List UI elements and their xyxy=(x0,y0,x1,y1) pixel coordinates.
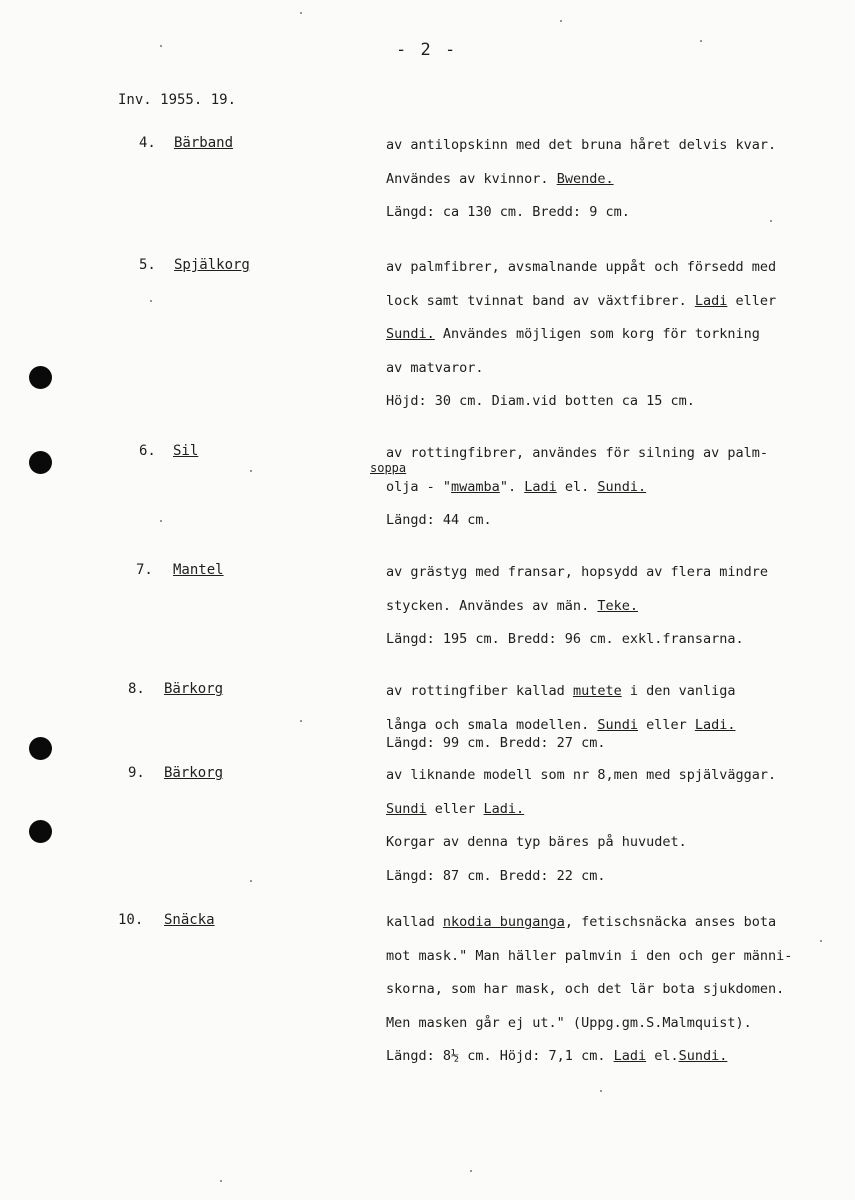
entry-description xyxy=(386,562,846,663)
entry-name: Bärband xyxy=(174,135,234,151)
text-segment: i den vanliga xyxy=(621,683,736,699)
scan-speck xyxy=(160,45,162,47)
entry-description xyxy=(386,681,846,766)
scan-speck xyxy=(250,470,252,472)
text-segment: , fetischsnäcka anses bota xyxy=(564,914,777,930)
text-segment: Men masken går ej ut." (Uppg.gm.S.Malmquist). xyxy=(386,1014,752,1031)
underlined-term: mwamba xyxy=(451,478,500,495)
description-line xyxy=(386,866,846,900)
underlined-term: Bwende. xyxy=(556,170,614,187)
scan-speck xyxy=(220,1180,222,1182)
description-line xyxy=(386,169,846,203)
entry-description xyxy=(386,765,846,899)
underlined-term: Teke. xyxy=(597,597,638,614)
entry-name: Bärkorg xyxy=(164,765,224,781)
underlined-term: mutete xyxy=(572,683,622,699)
text-segment: kallad xyxy=(386,914,443,930)
underlined-term: Ladi. xyxy=(483,800,525,817)
text-segment: ". xyxy=(499,478,525,495)
text-segment: av liknande modell som nr 8,men med spjälväggar. xyxy=(386,767,777,783)
text-segment: av rottingfibrer, användes för silning av palm- xyxy=(386,445,769,461)
scan-speck xyxy=(300,720,302,722)
description-line xyxy=(386,562,846,596)
inventory-reference: Inv. 1955. 19. xyxy=(118,92,237,108)
text-segment: eller xyxy=(637,716,695,733)
underlined-term: Sundi. xyxy=(678,1048,728,1064)
text-segment: av grästyg med fransar, hopsydd av flera mindre xyxy=(386,564,769,580)
text-segment: eller xyxy=(426,800,484,817)
description-line xyxy=(386,477,846,511)
entry-name: Spjälkorg xyxy=(174,257,250,273)
punch-hole xyxy=(29,737,52,760)
text-segment: skorna, som har mask, och det lär bota sjukdomen. xyxy=(386,981,785,997)
description-line xyxy=(386,135,846,169)
entry-description xyxy=(386,912,846,1080)
text-segment: Längd: 44 cm. xyxy=(386,512,492,528)
underlined-term: Ladi xyxy=(694,292,728,309)
scan-speck xyxy=(160,520,162,522)
text-segment: Korgar av denna typ bäres på huvudet. xyxy=(386,834,687,850)
entry-number: 4. xyxy=(139,135,156,151)
description-line xyxy=(386,1046,846,1080)
entry-number: 7. xyxy=(136,562,153,578)
description-line xyxy=(386,629,846,663)
text-segment: av matvaror. xyxy=(386,359,484,376)
text-segment: Längd: 8½ cm. Höjd: 7,1 cm. xyxy=(386,1048,614,1064)
underlined-term: Sundi xyxy=(386,800,427,817)
entry-description xyxy=(386,443,846,544)
description-line xyxy=(386,358,846,392)
text-segment: el. xyxy=(556,478,598,495)
description-line xyxy=(386,257,846,291)
description-line xyxy=(386,799,846,833)
page-number: - 2 - xyxy=(396,40,458,60)
entry-number: 10. xyxy=(118,912,144,928)
scan-speck xyxy=(150,300,152,302)
description-line xyxy=(386,681,846,715)
description-line xyxy=(386,715,846,733)
description-line xyxy=(386,291,846,325)
scan-speck xyxy=(470,1170,472,1172)
text-segment: av rottingfiber kallad xyxy=(386,683,573,699)
entry-number: 8. xyxy=(128,681,145,697)
entry-description xyxy=(386,135,846,236)
entry-name: Snäcka xyxy=(164,912,215,928)
punch-hole xyxy=(29,451,52,474)
underlined-term: nkodia bunganga xyxy=(442,914,565,930)
underlined-term: Ladi xyxy=(613,1048,647,1064)
description-line xyxy=(386,912,846,946)
text-segment: Längd: 195 cm. Bredd: 96 cm. exkl.fransarna. xyxy=(386,631,744,647)
description-line xyxy=(386,510,846,544)
text-segment: av antilopskinn med det bruna håret delvis kvar. xyxy=(386,137,777,153)
entry-description xyxy=(386,257,846,425)
handwritten-correction: soppa xyxy=(370,461,407,475)
punch-hole xyxy=(29,366,52,389)
text-segment: Längd: ca 130 cm. Bredd: 9 cm. xyxy=(386,204,630,220)
entry-name: Bärkorg xyxy=(164,681,224,697)
entry-number: 9. xyxy=(128,765,145,781)
description-line xyxy=(386,391,846,425)
underlined-term: Sundi xyxy=(597,716,638,733)
description-line xyxy=(386,946,846,980)
text-segment: Höjd: 30 cm. Diam.vid botten ca 15 cm. xyxy=(386,393,695,409)
scan-speck xyxy=(250,880,252,882)
scan-speck xyxy=(820,940,822,942)
underlined-term: Ladi xyxy=(524,478,557,495)
text-segment: eller xyxy=(727,292,777,309)
text-segment: olja - " xyxy=(386,478,452,495)
underlined-term: Sundi. xyxy=(597,478,647,495)
entry-number: 5. xyxy=(139,257,156,273)
description-line xyxy=(386,765,846,799)
text-segment: stycken. Användes av män. xyxy=(386,597,598,614)
scan-speck xyxy=(700,40,702,42)
description-line xyxy=(386,733,846,767)
scan-speck xyxy=(770,220,772,222)
text-segment: el. xyxy=(646,1048,679,1064)
description-line xyxy=(386,832,846,866)
entry-name: Sil xyxy=(173,443,199,459)
description-line xyxy=(386,979,846,1013)
underlined-term: Sundi. xyxy=(386,326,435,342)
text-segment: Användes av kvinnor. xyxy=(386,170,557,187)
description-line xyxy=(386,202,846,236)
text-segment: lock samt tvinnat band av växtfibrer. xyxy=(386,292,695,309)
punch-hole xyxy=(29,820,52,843)
text-segment: mot mask." Man häller palmvin i den och ger männi- xyxy=(386,947,793,964)
entry-name: Mantel xyxy=(173,562,224,578)
entry-number: 6. xyxy=(139,443,156,459)
description-line xyxy=(386,596,846,630)
description-line xyxy=(386,443,846,477)
text-segment: Längd: 87 cm. Bredd: 22 cm. xyxy=(386,867,606,884)
description-line xyxy=(386,1013,846,1047)
text-segment: Användes möjligen som korg för torkning xyxy=(434,326,760,342)
scan-speck xyxy=(300,12,302,14)
scan-speck xyxy=(560,20,562,22)
scan-speck xyxy=(600,1090,602,1092)
text-segment: Längd: 99 cm. Bredd: 27 cm. xyxy=(386,734,606,751)
underlined-term: Ladi. xyxy=(694,716,736,733)
text-segment: långa och smala modellen. xyxy=(386,716,598,733)
text-segment: av palmfibrer, avsmalnande uppåt och försedd med xyxy=(386,259,777,275)
description-line xyxy=(386,324,846,358)
